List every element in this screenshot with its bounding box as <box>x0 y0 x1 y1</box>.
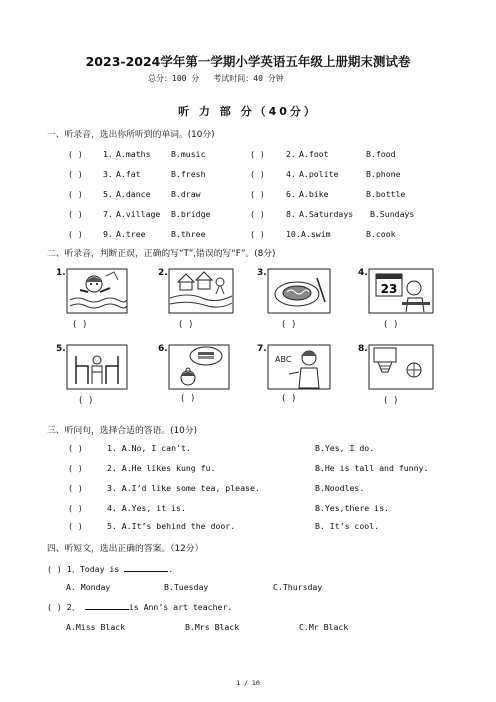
answer-6[interactable]: ( ) <box>180 394 196 404</box>
q1-option-4a: A.polite <box>299 169 339 179</box>
q1-option-1b: B.music <box>171 149 206 159</box>
q4-option-1c: C.Thursday <box>273 582 323 592</box>
q3-option-5b: B. It’s cool. <box>315 521 380 531</box>
calendar-date: 23 <box>380 282 398 296</box>
q1-option-2a: A.foot <box>299 149 329 159</box>
q3-paren-5[interactable]: ( ) <box>68 521 83 531</box>
total-score: 总分：100 分 <box>148 74 200 83</box>
q1-num-4: 4. <box>286 169 296 179</box>
picture-label-3: 3. <box>257 268 267 278</box>
q1-left-paren-3[interactable]: ( ) <box>68 169 83 179</box>
answer-2[interactable]: ( ) <box>178 320 194 330</box>
q1-option-1a: A.maths <box>116 149 151 159</box>
picture-label-8: 8. <box>358 344 368 354</box>
q4-paren-2[interactable]: ( ) <box>47 602 62 612</box>
q1-option-5a: A.dance <box>116 189 151 199</box>
picture-1 <box>56 268 138 316</box>
picture-2 <box>158 268 240 316</box>
q4-blank-1[interactable] <box>124 563 168 572</box>
picture-label-4: 4. <box>358 268 368 278</box>
q4-option-1b: B.Tuesday <box>164 582 209 592</box>
picture-label-5: 5. <box>56 344 66 354</box>
answer-3[interactable]: ( ) <box>281 320 297 330</box>
q1-right-paren-6[interactable]: ( ) <box>250 189 265 199</box>
q1-option-5b: B.draw <box>171 189 201 199</box>
boy-thinking-food-icon <box>168 344 230 390</box>
q1-num-9: 9. <box>103 229 113 239</box>
q1-right-paren-8[interactable]: ( ) <box>250 209 265 219</box>
q3-paren-1[interactable]: ( ) <box>68 443 83 453</box>
q3-option-2b: B.He is tall and funny. <box>315 463 429 473</box>
picture-7 <box>257 344 339 392</box>
answer-4[interactable]: ( ) <box>383 320 399 330</box>
q3-option-3a: 3. A.I’d like some tea, please. <box>107 483 260 493</box>
q1-num-7: 7. <box>103 209 113 219</box>
picture-4 <box>358 268 440 316</box>
answer-7[interactable]: ( ) <box>281 394 297 404</box>
chairs-table-icon <box>66 344 128 390</box>
picture-label-7: 7. <box>257 344 267 354</box>
q4-option-1a: A. Monday <box>66 582 111 592</box>
picture-label-1: 1. <box>56 268 66 278</box>
q4-blank-2[interactable] <box>85 601 129 610</box>
q1-option-6a: A.bike <box>299 189 329 199</box>
q1-option-8a: A.Saturdays <box>299 209 354 219</box>
q3-option-4b: B.Yes,there is. <box>315 503 389 513</box>
q1-left-paren-7[interactable]: ( ) <box>68 209 83 219</box>
q1-option-8b: B.Sundays <box>370 209 415 219</box>
q1-option-2b: B.food <box>366 149 396 159</box>
q1-option-3b: B.fresh <box>171 169 206 179</box>
q4-stem-2: 2、 <box>66 602 85 612</box>
q1-num-6: 6. <box>286 189 296 199</box>
picture-3 <box>257 268 339 316</box>
q4-question-2 <box>47 601 232 613</box>
q1-option-9b: B.three <box>171 229 206 239</box>
q4-question-1 <box>47 563 173 575</box>
q3-option-4a: 4. A.Yes, it is. <box>107 503 186 513</box>
q1-num-10: 10. <box>286 229 301 239</box>
q4-option-2c: C.Mr Black <box>299 622 349 632</box>
q3-option-5a: 5. A.It’s behind the door. <box>107 521 236 531</box>
exam-info <box>148 73 284 84</box>
q3-paren-2[interactable]: ( ) <box>68 463 83 473</box>
q1-option-7a: A.village <box>116 209 161 219</box>
q1-left-paren-5[interactable]: ( ) <box>68 189 83 199</box>
calendar-study-icon <box>368 268 434 314</box>
q4-paren-1[interactable]: ( ) <box>47 564 62 574</box>
q1-right-paren-4[interactable]: ( ) <box>250 169 265 179</box>
boy-swimming-icon <box>66 268 128 314</box>
q4-stem-1: 1、Today is <box>66 564 125 574</box>
teacher-abc-icon <box>267 344 331 390</box>
picture-8 <box>358 344 440 392</box>
section-4-heading: 四、听短文，选出正确的答案。（12分） <box>47 544 204 554</box>
answer-5[interactable]: ( ) <box>78 396 94 406</box>
section-3-heading: 三、听问句，选择合适的答语。(10分) <box>47 426 198 436</box>
picture-label-6: 6. <box>158 344 168 354</box>
q1-num-2: 2. <box>286 149 296 159</box>
exam-time: 考试时间：40 分钟 <box>213 74 284 83</box>
q3-option-2a: 2. A.He likes kung fu. <box>107 463 216 473</box>
part-title: 听 力 部 分（40分） <box>178 105 318 118</box>
q1-num-8: 8. <box>286 209 296 219</box>
q1-left-paren-9[interactable]: ( ) <box>68 229 83 239</box>
q1-option-6b: B.bottle <box>366 189 406 199</box>
answer-8[interactable]: ( ) <box>383 396 399 406</box>
q1-num-5: 5. <box>103 189 113 199</box>
picture-label-2: 2. <box>158 268 168 278</box>
q1-option-3a: A.fat <box>116 169 141 179</box>
q1-num-3: 3. <box>103 169 113 179</box>
q1-option-4b: B.phone <box>366 169 401 179</box>
q4-stem-1-end: . <box>168 564 174 574</box>
village-river-icon <box>168 268 234 314</box>
q1-option-7b: B.bridge <box>171 209 211 219</box>
answer-1[interactable]: ( ) <box>72 320 88 330</box>
q1-option-10b: B.cook <box>366 229 396 239</box>
section-1-heading: 一、听录音，选出你所听到的单词。(10分) <box>47 130 215 140</box>
q3-paren-4[interactable]: ( ) <box>68 503 83 513</box>
page-number: 1 / 10 <box>236 679 260 687</box>
q3-option-1a: 1. A.No, I can't. <box>107 443 191 453</box>
q1-option-9a: A.tree <box>116 229 146 239</box>
q3-option-3b: B.Noodles. <box>315 483 365 493</box>
q1-left-paren-1[interactable]: ( ) <box>68 149 83 159</box>
q1-num-1: 1. <box>103 149 113 159</box>
picture-5 <box>56 344 138 392</box>
picture-6 <box>158 344 240 392</box>
q3-option-1b: B.Yes, I do. <box>315 443 375 453</box>
q1-option-10a: A.swim <box>301 229 331 239</box>
q4-stem-2-end: is Ann’s art teacher. <box>128 602 233 612</box>
q3-paren-3[interactable]: ( ) <box>68 483 83 493</box>
q4-option-2b: B.Mrs Black <box>185 622 240 632</box>
svg-text:ABC: ABC <box>275 355 292 364</box>
q1-right-paren-2[interactable]: ( ) <box>250 149 265 159</box>
section-2-heading: 二、听录音，判断正误，正确的写“T”,错误的写“F”。(8分) <box>47 249 276 259</box>
doc-title: 2023-2024学年第一学期小学英语五年级上册期末测试卷 <box>85 54 411 69</box>
noodles-plate-icon <box>267 268 331 314</box>
q4-option-2a: A.Miss Black <box>66 622 126 632</box>
q1-right-paren-10[interactable]: ( ) <box>250 229 265 239</box>
basketball-hoop-icon <box>368 344 434 390</box>
